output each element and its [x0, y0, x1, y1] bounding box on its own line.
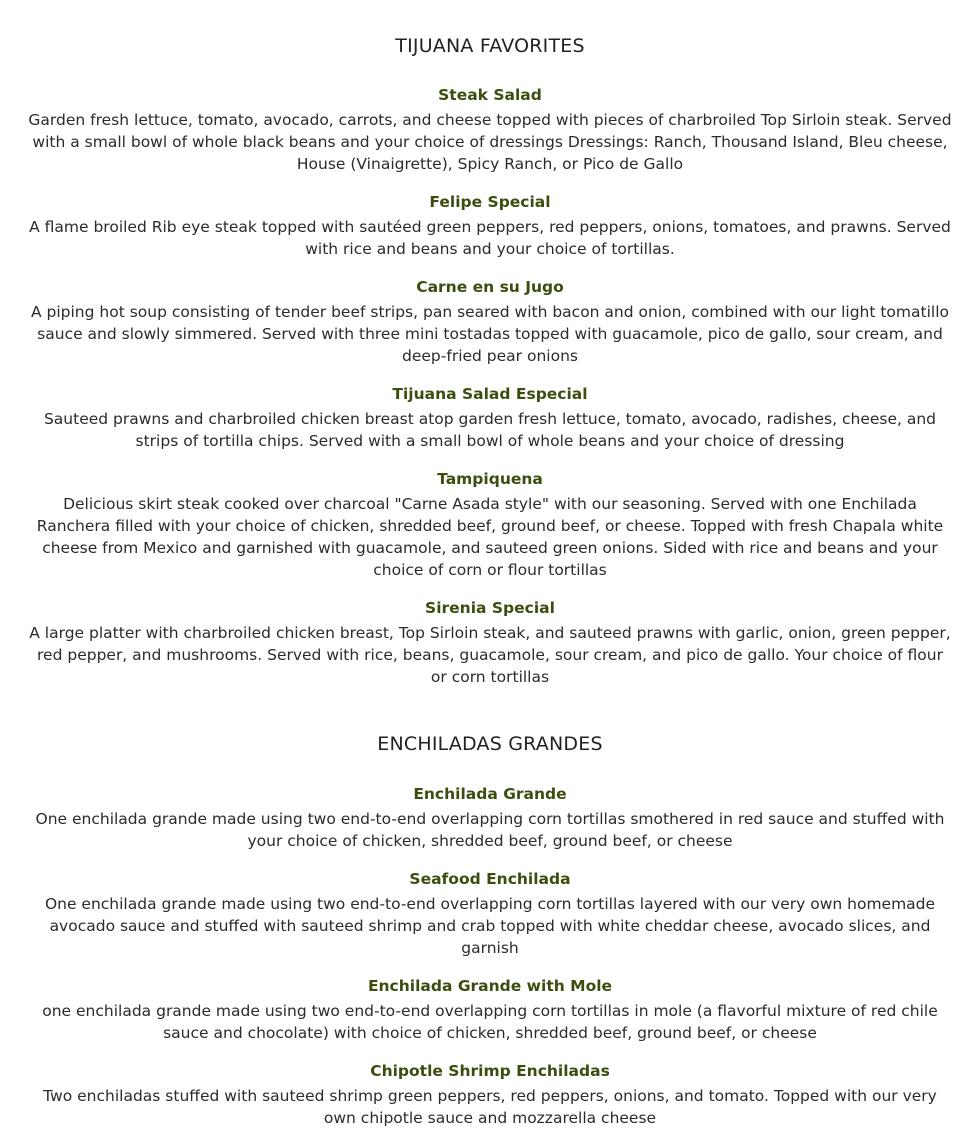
- section-tijuana-favorites: [28, 34, 952, 704]
- menu-item: [28, 868, 952, 959]
- menu-item: [28, 597, 952, 688]
- item-name: Enchilada Grande with Mole: [367, 977, 613, 995]
- item-name: Enchilada Grande: [413, 785, 567, 803]
- item-description: Delicious skirt steak cooked over charcoal "Carne Asada style" with our seasoning. Served with one Enchilada Ranchera filled with your choice of chicken, shredded beef, ground beef, or cheese. Topped with fresh Chapala white cheese from Mexico and garnished with guacamole, and sauteed green onions. Sided with rice and beans and your choice of corn or flour tortillas: [36, 495, 944, 579]
- item-description: Two enchiladas stuffed with sauteed shrimp green peppers, red peppers, onions, and tomato. Topped with our very own chipotle sauce and mozzarella cheese: [43, 1087, 937, 1127]
- item-description: A piping hot soup consisting of tender beef strips, pan seared with bacon and onion, combined with our light tomatillo sauce and slowly simmered. Served with three mini tostadas topped with guacamole, pico de gallo, sour cream, and deep-fried pear onions: [30, 303, 949, 365]
- section-enchiladas-grandes: [28, 732, 952, 1145]
- item-description: One enchilada grande made using two end-to-end overlapping corn tortillas layered with our very own homemade avocado sauce and stuffed with sauteed shrimp and crab topped with white cheddar cheese, avocado slices, and garnish: [44, 895, 936, 957]
- item-description: A large platter with charbroiled chicken breast, Top Sirloin steak, and sauteed prawns with garlic, onion, green pepper, red pepper, and mushrooms. Served with rice, beans, guacamole, sour cream, and pico de gallo. Your choice of flour or corn tortillas: [29, 624, 951, 686]
- item-name: Steak Salad: [438, 86, 542, 104]
- menu-item: [28, 468, 952, 581]
- item-name: Chipotle Shrimp Enchiladas: [370, 1062, 610, 1080]
- item-description: A flame broiled Rib eye steak topped with sautéed green peppers, red peppers, onions, tomatoes, and prawns. Served with rice and beans and your choice of tortillas.: [29, 218, 951, 258]
- section-title: ENCHILADAS GRANDES: [377, 733, 603, 755]
- item-name: Tijuana Salad Especial: [392, 385, 588, 403]
- item-description: Garden fresh lettuce, tomato, avocado, carrots, and cheese topped with pieces of charbroiled Top Sirloin steak. Served with a small bowl of whole black beans and your choice of dressings Dressings: Ranch, Thousand Island, Bleu cheese, House (Vinaigrette), Spicy Ranch, or Pico de Gallo: [28, 111, 952, 173]
- item-description: Sauteed prawns and charbroiled chicken breast atop garden fresh lettuce, tomato, avocado, radishes, cheese, and strips of tortilla chips. Served with a small bowl of whole beans and your choice of dressing: [43, 410, 937, 450]
- item-description: One enchilada grande made using two end-to-end overlapping corn tortillas smothered in red sauce and stuffed with your choice of chicken, shredded beef, ground beef, or cheese: [35, 810, 945, 850]
- menu-items: [28, 84, 952, 688]
- menu-item: [28, 276, 952, 367]
- item-name: Seafood Enchilada: [409, 870, 571, 888]
- section-title: TIJUANA FAVORITES: [395, 35, 585, 57]
- menu-item: [28, 975, 952, 1044]
- menu-item: [28, 1060, 952, 1129]
- item-name: Carne en su Jugo: [416, 278, 564, 296]
- menu-item: [28, 783, 952, 852]
- item-name: Tampiquena: [437, 470, 543, 488]
- item-description: one enchilada grande made using two end-to-end overlapping corn tortillas in mole (a flavorful mixture of red chile sauce and chocolate) with choice of chicken, shredded beef, ground beef, or cheese: [42, 1002, 938, 1042]
- menu-item: [28, 383, 952, 452]
- menu-item: [28, 84, 952, 175]
- menu-items: [28, 783, 952, 1129]
- menu-item: [28, 191, 952, 260]
- item-name: Sirenia Special: [425, 599, 555, 617]
- item-name: Felipe Special: [429, 193, 551, 211]
